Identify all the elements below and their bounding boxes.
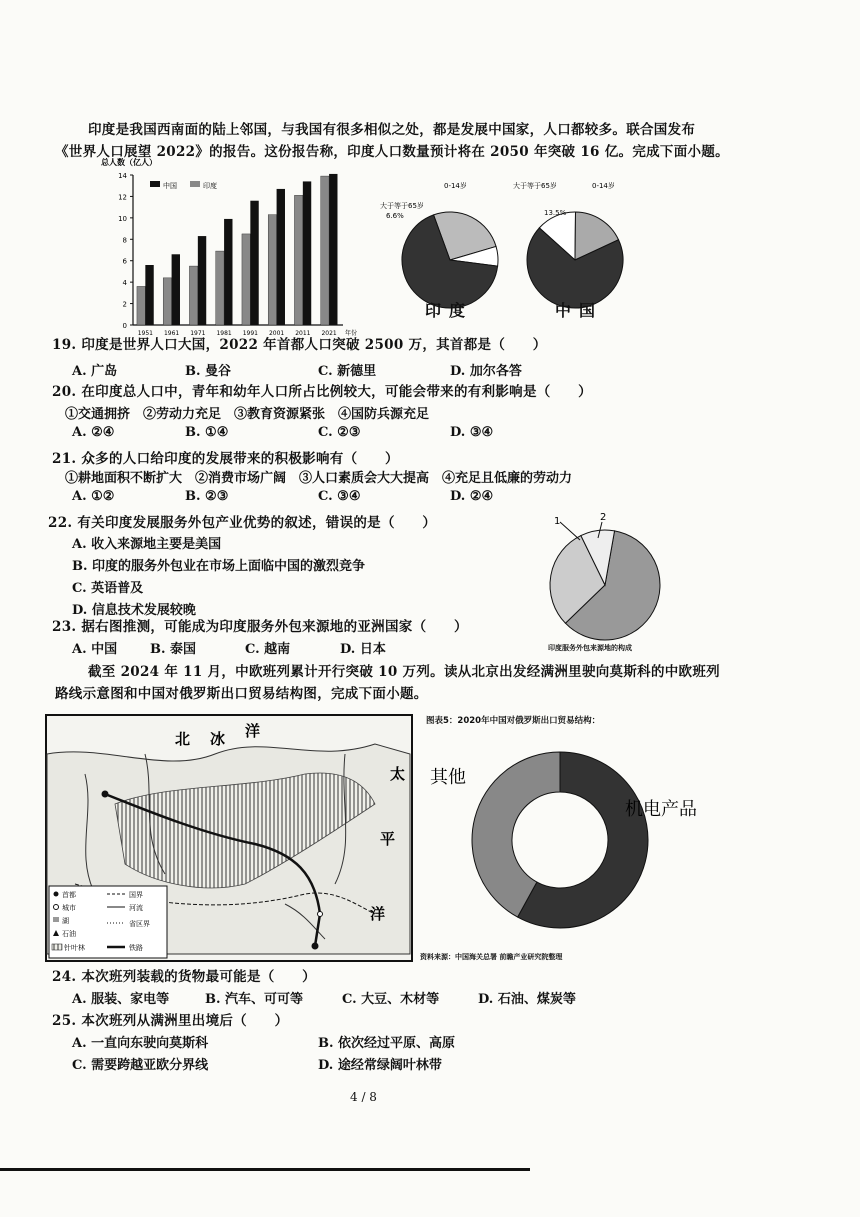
q22-option-c[interactable]: C. 英语普及 — [72, 581, 144, 596]
bar-india — [189, 266, 197, 325]
bar-y-tick-label: 8 — [122, 236, 127, 245]
legend-river: 河流 — [129, 904, 143, 912]
q23-option-d[interactable]: D. 日本 — [340, 642, 386, 657]
bar-india — [216, 251, 224, 325]
bar-india — [163, 278, 171, 325]
india-pie-label-65: 大于等于65岁 — [380, 202, 424, 210]
legend-swatch-china — [150, 181, 160, 187]
legend-oil: 石油 — [62, 930, 76, 938]
q20-option-c[interactable]: C. ②③ — [318, 425, 361, 440]
q24-option-c[interactable]: C. 大豆、木材等 — [342, 992, 440, 1007]
q21-stem: 21. 众多的人口给印度的发展带来的积极影响有（ ） — [52, 451, 399, 467]
bar-china — [224, 219, 232, 325]
bar-x-tick-label: 1971 — [190, 330, 206, 337]
q24-stem: 24. 本次班列装载的货物最可能是（ ） — [52, 969, 316, 985]
bar-india — [137, 286, 145, 325]
legend-lake: 湖 — [62, 917, 69, 925]
bar-y-tick-label: 10 — [118, 214, 127, 223]
bar-x-tick-label: 2011 — [295, 330, 311, 337]
donut-label-electromech: 机电产品 — [625, 799, 697, 820]
bar-china — [329, 174, 337, 325]
map-label-bei: 北 — [175, 730, 191, 748]
bar-x-tick-label: 1991 — [242, 330, 258, 337]
map-label-ping: 平 — [380, 830, 396, 848]
bar-y-tick-label: 2 — [122, 300, 127, 309]
china-pie-label-65: 大于等于65岁 — [513, 182, 557, 190]
china-pie-label-0-14: 0-14岁 — [592, 182, 615, 190]
rail-route-map — [45, 714, 413, 962]
bar-india — [268, 215, 276, 325]
q19-option-d[interactable]: D. 加尔各答 — [450, 364, 522, 379]
q22-stem: 22. 有关印度发展服务外包产业优势的叙述，错误的是（ ） — [48, 515, 437, 531]
q22-option-a[interactable]: A. 收入来源地主要是美国 — [72, 537, 222, 552]
q20-option-d[interactable]: D. ③④ — [450, 425, 494, 440]
bar-india — [321, 176, 329, 325]
q20-stem: 20. 在印度总人口中，青年和幼年人口所占比例较大，可能会带来的有利影响是（ ） — [52, 384, 592, 400]
bar-china — [172, 254, 180, 325]
intro-line-2: 《世界人口展望 2022》的报告。这份报告称，印度人口数量预计将在 2050 年突破 16 亿。完成下面小题。 — [55, 144, 729, 160]
legend-conifer: 针叶林 — [64, 944, 85, 952]
bar-india — [294, 195, 302, 325]
india-pie-label-pct: 6.6% — [386, 212, 404, 220]
export-donut-source: 资料来源：中国海关总署 前瞻产业研究院整理 — [420, 953, 563, 961]
q20-option-b[interactable]: B. ①④ — [185, 425, 229, 440]
bar-y-tick-label: 6 — [122, 257, 127, 266]
bar-x-tick-label: 1951 — [137, 330, 153, 337]
q25-option-d[interactable]: D. 途经常绿阔叶林带 — [318, 1058, 442, 1073]
q23-option-c[interactable]: C. 越南 — [245, 642, 291, 657]
bottom-rule — [0, 1168, 530, 1171]
q23-stem: 23. 据右图推测，可能成为印度服务外包来源地的亚洲国家（ ） — [52, 619, 468, 635]
bar-china — [303, 181, 311, 325]
india-pie-title: 印度 — [425, 301, 474, 320]
bar-y-tick-label: 4 — [122, 279, 127, 288]
bar-china — [145, 265, 153, 325]
outsourcing-pie-slices — [550, 530, 660, 640]
legend-capital: 首都 — [62, 891, 76, 899]
china-pie-title: 中国 — [555, 301, 604, 320]
bar-x-tick-label: 2001 — [268, 330, 285, 337]
q19-stem: 19. 印度是世界人口大国，2022 年首都人口突破 2500 万，其首都是（ ） — [52, 337, 547, 353]
q20-option-a[interactable]: A. ②④ — [72, 425, 115, 440]
q25-option-c[interactable]: C. 需要跨越亚欧分界线 — [72, 1058, 209, 1073]
india-pie-label-0-14: 0-14岁 — [444, 182, 467, 190]
bar-x-tick-label: 1961 — [163, 330, 180, 337]
legend-label-india: 印度 — [203, 182, 217, 190]
export-donut-title: 图表5：2020年中国对俄罗斯出口贸易结构： — [426, 716, 601, 726]
q25-option-a[interactable]: A. 一直向东驶向莫斯科 — [72, 1036, 209, 1051]
intro2-line-1: 截至 2024 年 11 月，中欧班列累计开行突破 10 万列。读从北京出发经满洲里驶向莫斯科的中欧班列 — [88, 664, 720, 680]
export-structure-donut — [420, 735, 710, 945]
q21-option-b[interactable]: B. ②③ — [185, 489, 229, 504]
q25-option-b[interactable]: B. 依次经过平原、高原 — [318, 1036, 456, 1051]
bar-x-tick-label: 2021 — [321, 330, 337, 337]
q24-option-a[interactable]: A. 服装、家电等 — [72, 992, 170, 1007]
q24-option-d[interactable]: D. 石油、煤炭等 — [478, 992, 576, 1007]
bar-china — [198, 236, 206, 325]
bar-china — [277, 189, 285, 325]
bar-chart-legend — [150, 181, 217, 190]
china-pie-slices — [527, 212, 623, 308]
bar-x-axis-label: 年份 — [345, 330, 358, 337]
q21-option-d[interactable]: D. ②④ — [450, 489, 494, 504]
legend-railway: 铁路 — [129, 944, 143, 952]
q24-option-b[interactable]: B. 汽车、可可等 — [205, 992, 304, 1007]
q23-option-b[interactable]: B. 泰国 — [150, 642, 197, 657]
bar-y-tick-label: 14 — [118, 172, 127, 180]
outsourcing-pie-label-2: 2 — [600, 512, 607, 523]
moscow-marker — [102, 791, 109, 798]
bar-india — [242, 234, 250, 325]
bar-china — [250, 201, 258, 325]
q20-items: ①交通拥挤 ②劳动力充足 ③教育资源紧张 ④国防兵源充足 — [65, 407, 430, 422]
q21-option-a[interactable]: A. ①② — [72, 489, 115, 504]
bar-chart-marks — [137, 174, 338, 325]
china-pie-label-pct: 13.5% — [544, 209, 567, 217]
beijing-marker — [312, 943, 319, 950]
legend-border: 国界 — [129, 891, 143, 899]
donut-label-other: 其他 — [430, 767, 466, 788]
bar-y-tick-label: 12 — [118, 193, 127, 202]
q22-option-d[interactable]: D. 信息技术发展较晚 — [72, 603, 196, 618]
bar-chart-ylabel: 总人数（亿人） — [101, 158, 157, 167]
map-label-tai: 太 — [390, 765, 406, 783]
q19-option-c[interactable]: C. 新德里 — [318, 364, 377, 379]
q22-option-b[interactable]: B. 印度的服务外包业在市场上面临中国的激烈竞争 — [72, 559, 366, 574]
outsourcing-source-pie — [540, 510, 670, 650]
legend-swatch-india — [190, 181, 200, 187]
outsourcing-pie-caption: 印度服务外包来源地的构成 — [548, 644, 632, 652]
india-pie-slices — [402, 212, 498, 308]
intro2-line-2: 路线示意图和中国对俄罗斯出口贸易结构图，完成下面小题。 — [55, 686, 428, 702]
page-number: 4 / 8 — [350, 1090, 377, 1104]
map-label-bing: 冰 — [210, 730, 226, 748]
intro-line-1: 印度是我国西南面的陆上邻国，与我国有很多相似之处，都是发展中国家，人口都较多。联合国发布 — [88, 122, 696, 138]
legend-label-china: 中国 — [163, 182, 177, 190]
manzhouli-marker — [318, 912, 323, 917]
q19-option-a[interactable]: A. 广岛 — [72, 364, 118, 379]
bar-y-tick-label: 0 — [122, 322, 127, 330]
q21-option-c[interactable]: C. ③④ — [318, 489, 361, 504]
bar-x-tick-label: 1981 — [216, 330, 232, 337]
outsourcing-pie-label-1: 1 — [554, 516, 561, 527]
q21-items: ①耕地面积不断扩大 ②消费市场广阔 ③人口素质会大大提高 ④充足且低廉的劳动力 — [65, 471, 573, 486]
legend-province: 省区界 — [129, 920, 150, 928]
population-bar-chart — [95, 155, 358, 337]
map-label-yang: 洋 — [245, 722, 261, 740]
q23-option-a[interactable]: A. 中国 — [72, 642, 118, 657]
legend-city: 城市 — [62, 904, 76, 912]
export-donut-slices — [472, 752, 648, 928]
q25-stem: 25. 本次班列从满洲里出境后（ ） — [52, 1013, 289, 1029]
map-label-yang2: 洋 — [370, 905, 386, 923]
q19-option-b[interactable]: B. 曼谷 — [185, 364, 232, 379]
